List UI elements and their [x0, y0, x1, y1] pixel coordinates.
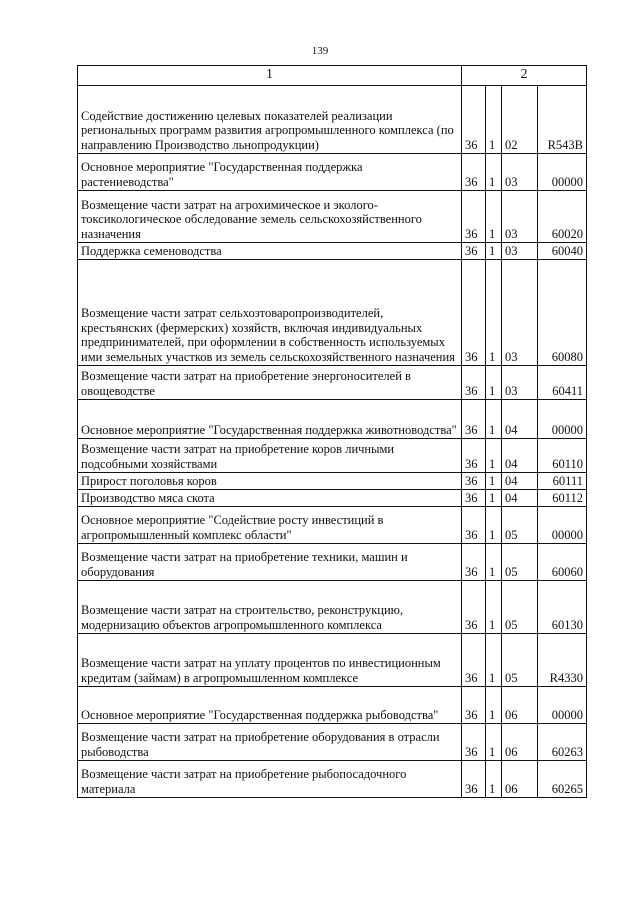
- row-name: Поддержка семеноводства: [78, 243, 462, 260]
- row-name: Возмещение части затрат на приобретение энергоносителей в овощеводстве: [78, 366, 462, 400]
- code-item: 00000: [538, 507, 587, 544]
- code-36: 36: [462, 154, 486, 191]
- code-36: 36: [462, 473, 486, 490]
- code-item: R543B: [538, 86, 587, 154]
- code-1: 1: [486, 366, 502, 400]
- code-item: 60265: [538, 761, 587, 798]
- code-36: 36: [462, 490, 486, 507]
- code-section: 06: [502, 687, 538, 724]
- code-section: 05: [502, 634, 538, 687]
- code-item: 60130: [538, 581, 587, 634]
- code-item: 60411: [538, 366, 587, 400]
- code-36: 36: [462, 260, 486, 366]
- table-row: [78, 724, 587, 761]
- code-1: 1: [486, 687, 502, 724]
- code-1: 1: [486, 439, 502, 473]
- code-item: 00000: [538, 687, 587, 724]
- code-item: 60112: [538, 490, 587, 507]
- code-1: 1: [486, 154, 502, 191]
- code-item: 60020: [538, 191, 587, 243]
- table-row: [78, 581, 587, 634]
- row-name: Возмещение части затрат на строительство, реконструкцию, модернизацию объектов агропромышленного комплекса: [78, 581, 462, 634]
- code-1: 1: [486, 507, 502, 544]
- code-36: 36: [462, 687, 486, 724]
- table-row: [78, 473, 587, 490]
- code-section: 03: [502, 191, 538, 243]
- code-section: 02: [502, 86, 538, 154]
- row-name: Возмещение части затрат на приобретение рыбопосадочного материала: [78, 761, 462, 798]
- table-row: [78, 260, 587, 366]
- code-36: 36: [462, 634, 486, 687]
- code-section: 04: [502, 400, 538, 439]
- row-name: Возмещение части затрат на уплату процентов по инвестиционным кредитам (займам) в агропромышленном комплексе: [78, 634, 462, 687]
- table-row: [78, 544, 587, 581]
- row-name: Содействие достижению целевых показателей реализации региональных программ развития агропромышленного комплекса (по направлению Производство льнопродукции): [78, 86, 462, 154]
- code-36: 36: [462, 191, 486, 243]
- table-row: [78, 507, 587, 544]
- code-1: 1: [486, 260, 502, 366]
- code-item: 60110: [538, 439, 587, 473]
- table-row: [78, 490, 587, 507]
- row-name: Производство мяса скота: [78, 490, 462, 507]
- code-1: 1: [486, 581, 502, 634]
- code-1: 1: [486, 724, 502, 761]
- row-name: Возмещение части затрат на приобретение коров личными подсобными хозяйствами: [78, 439, 462, 473]
- table-row: [78, 154, 587, 191]
- code-section: 03: [502, 366, 538, 400]
- budget-classification-table: [77, 65, 587, 798]
- page-number: 139: [311, 45, 329, 57]
- code-1: 1: [486, 400, 502, 439]
- code-item: 00000: [538, 154, 587, 191]
- table-row: [78, 86, 587, 154]
- code-item: 00000: [538, 400, 587, 439]
- code-1: 1: [486, 473, 502, 490]
- code-1: 1: [486, 243, 502, 260]
- row-name: Основное мероприятие "Государственная поддержка растениеводства": [78, 154, 462, 191]
- code-36: 36: [462, 86, 486, 154]
- row-name: Основное мероприятие "Государственная поддержка рыбоводства": [78, 687, 462, 724]
- code-item: 60060: [538, 544, 587, 581]
- code-item: 60111: [538, 473, 587, 490]
- table-row: [78, 761, 587, 798]
- table-row: [78, 634, 587, 687]
- code-section: 03: [502, 154, 538, 191]
- code-section: 03: [502, 260, 538, 366]
- code-section: 06: [502, 724, 538, 761]
- code-36: 36: [462, 581, 486, 634]
- row-name: Возмещение части затрат сельхозтоваропроизводителей, крестьянских (фермерских) хозяйств, включая индивидуальных предпринимателей, при оформлении в собственность используемых ими земельных участков из земель сельскохозяйственного назначения: [78, 260, 462, 366]
- code-36: 36: [462, 243, 486, 260]
- code-section: 03: [502, 243, 538, 260]
- code-item: R4330: [538, 634, 587, 687]
- code-section: 04: [502, 439, 538, 473]
- code-section: 04: [502, 473, 538, 490]
- code-1: 1: [486, 490, 502, 507]
- table-row: [78, 366, 587, 400]
- code-36: 36: [462, 544, 486, 581]
- code-1: 1: [486, 191, 502, 243]
- row-name: Возмещение части затрат на приобретение техники, машин и оборудования: [78, 544, 462, 581]
- table-row: [78, 439, 587, 473]
- code-item: 60080: [538, 260, 587, 366]
- code-1: 1: [486, 634, 502, 687]
- code-36: 36: [462, 761, 486, 798]
- row-name: Прирост поголовья коров: [78, 473, 462, 490]
- code-36: 36: [462, 439, 486, 473]
- row-name: Основное мероприятие "Государственная поддержка животноводства": [78, 400, 462, 439]
- code-1: 1: [486, 544, 502, 581]
- code-section: 05: [502, 507, 538, 544]
- table-header-row: [78, 66, 587, 86]
- row-name: Возмещение части затрат на агрохимическое и эколого-токсикологическое обследование земель сельскохозяйственного назначения: [78, 191, 462, 243]
- row-name: Возмещение части затрат на приобретение оборудования в отрасли рыбоводства: [78, 724, 462, 761]
- code-36: 36: [462, 366, 486, 400]
- code-36: 36: [462, 724, 486, 761]
- code-section: 04: [502, 490, 538, 507]
- row-name: Основное мероприятие "Содействие росту инвестиций в агропромышленный комплекс области": [78, 507, 462, 544]
- code-item: 60263: [538, 724, 587, 761]
- code-1: 1: [486, 761, 502, 798]
- code-1: 1: [486, 86, 502, 154]
- table-row: [78, 687, 587, 724]
- header-col-1: 1: [78, 66, 462, 86]
- table-row: [78, 243, 587, 260]
- table-row: [78, 191, 587, 243]
- header-col-2: 2: [462, 66, 587, 86]
- code-36: 36: [462, 507, 486, 544]
- table-row: [78, 400, 587, 439]
- code-section: 05: [502, 544, 538, 581]
- code-section: 06: [502, 761, 538, 798]
- code-36: 36: [462, 400, 486, 439]
- code-section: 05: [502, 581, 538, 634]
- code-item: 60040: [538, 243, 587, 260]
